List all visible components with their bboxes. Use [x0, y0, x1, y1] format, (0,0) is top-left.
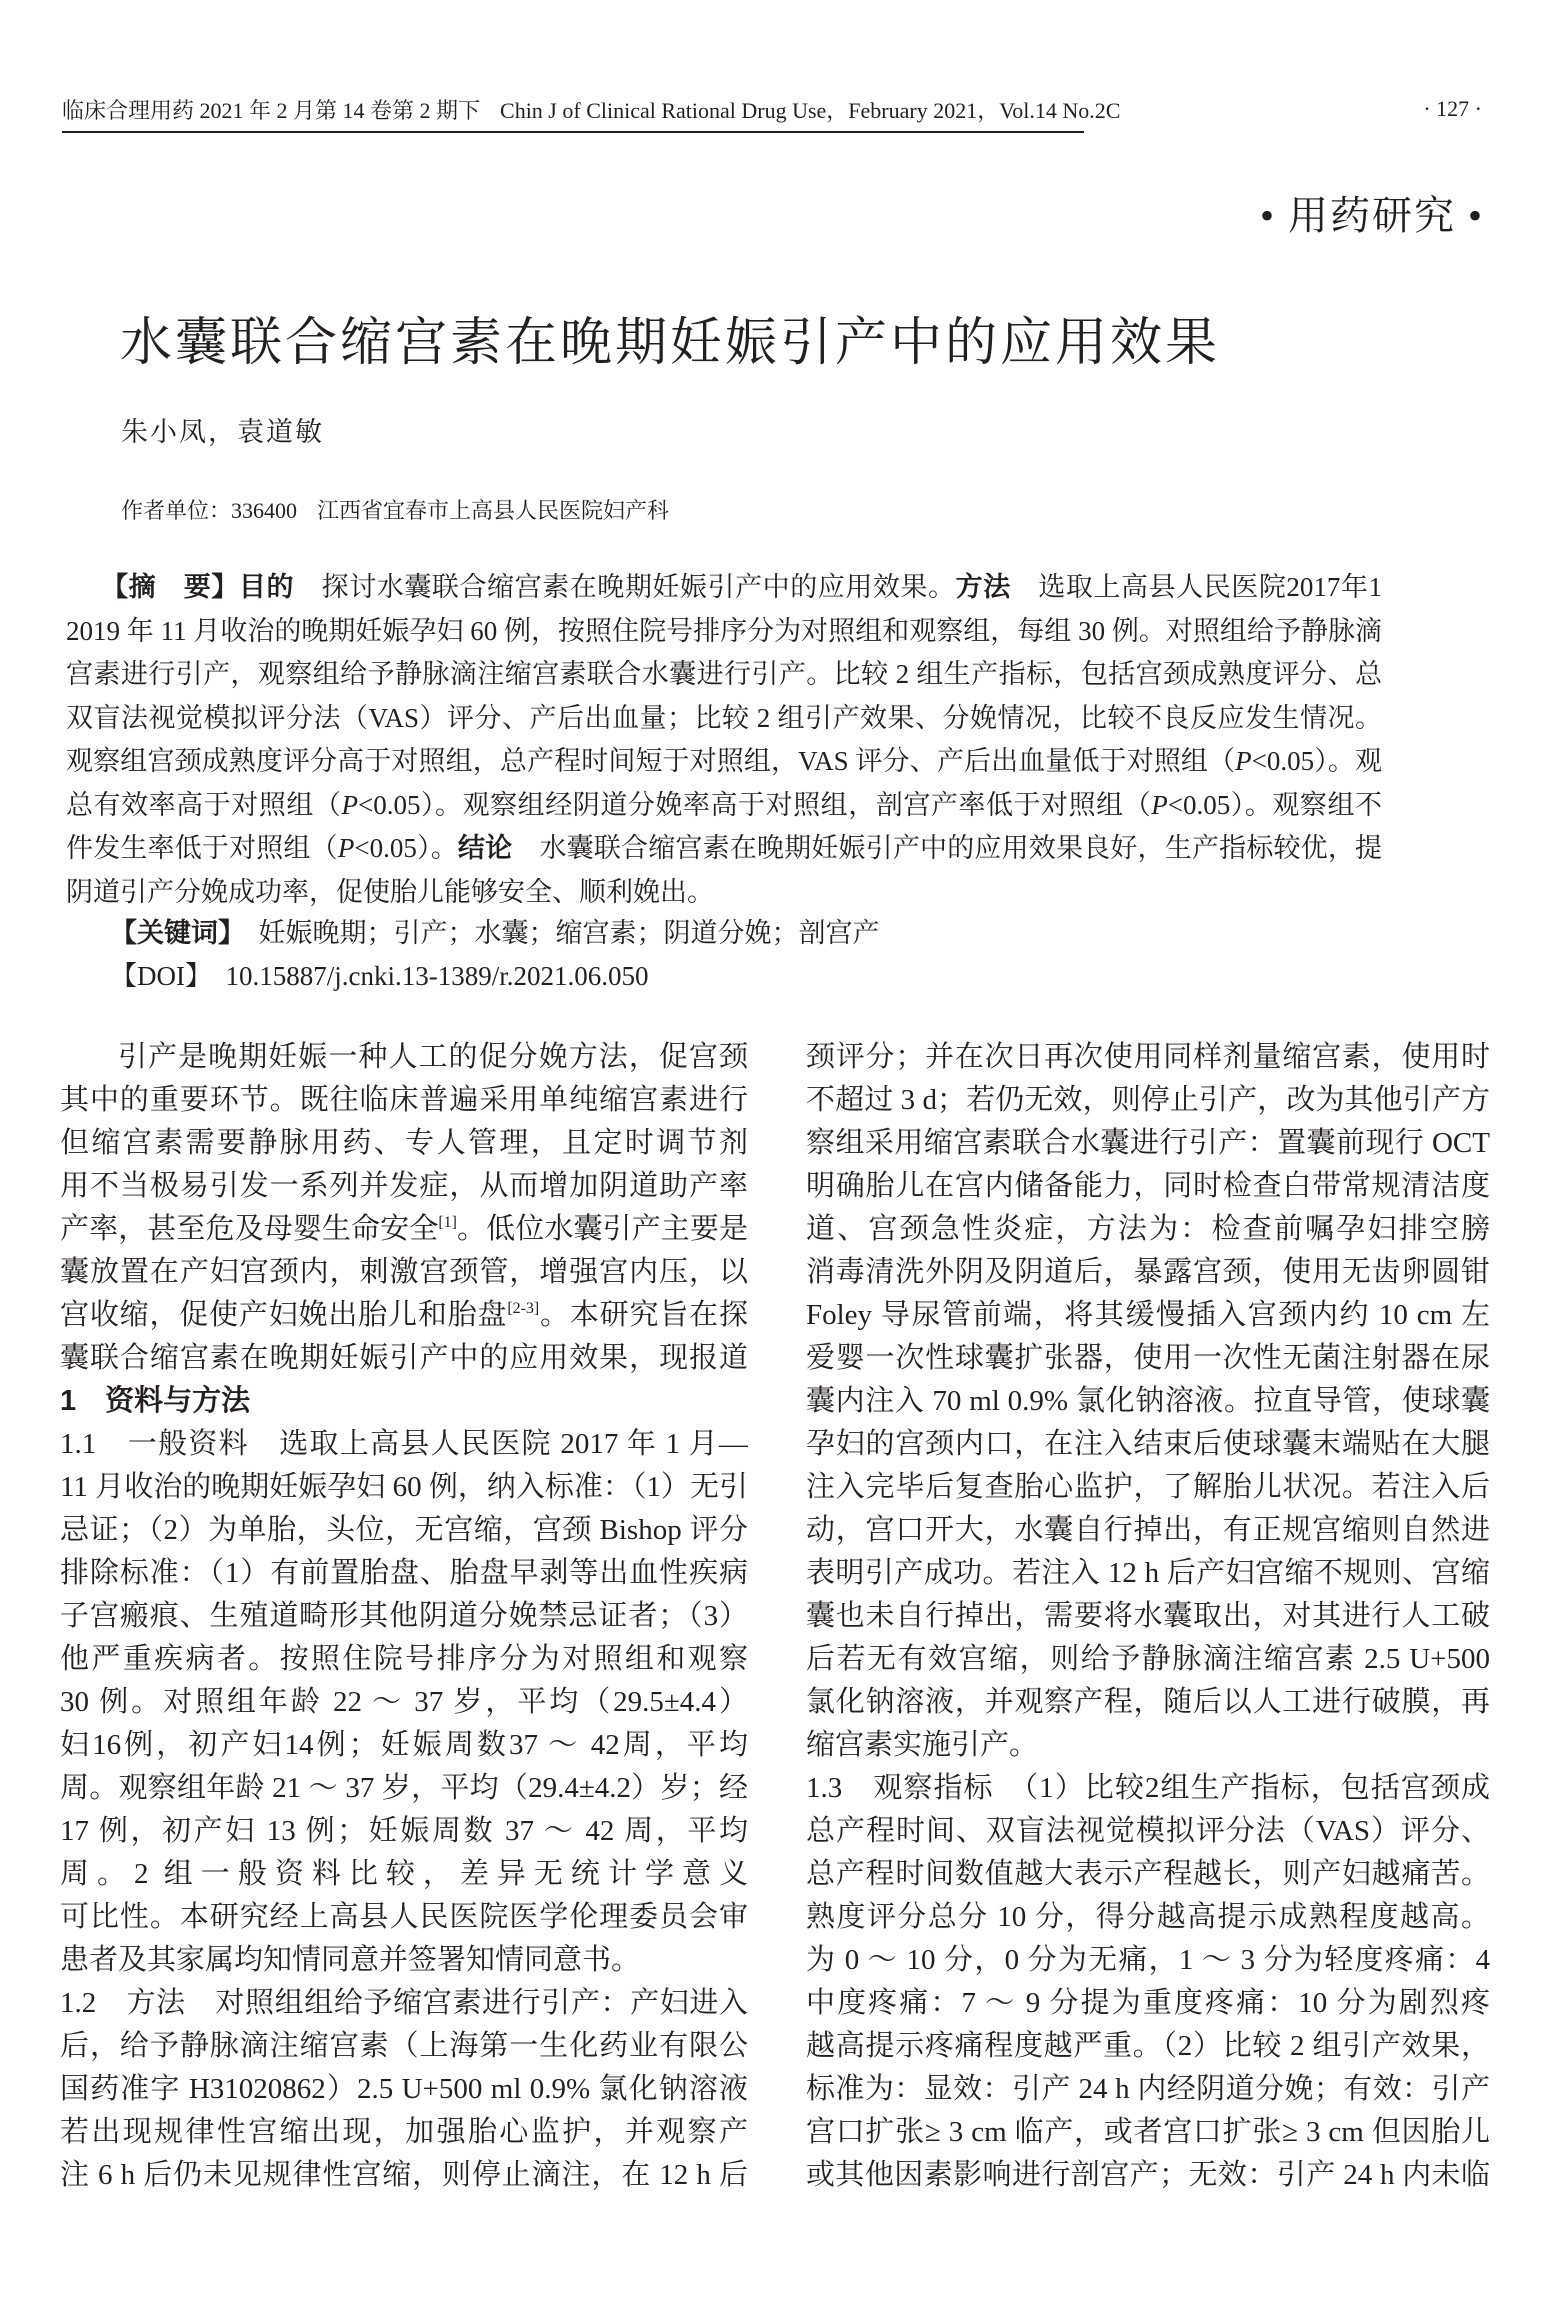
text-segment: 察组采用缩宫素联合水囊进行引产：置囊前现行 OCT	[806, 1127, 1490, 1159]
text-segment: 囊内注入 70 ml 0.9% 氯化钠溶液。拉直导管，使球囊	[806, 1385, 1490, 1417]
text-segment: 后若无有效宫缩，则给予静脉滴注缩宫素 2.5 U+500	[806, 1643, 1490, 1675]
journal-title-en: Chin J of Clinical Rational Drug Use，February 2021，Vol.14 No.2C	[500, 98, 1121, 123]
text-segment: 中度疼痛：7 ～ 9 分提为重度疼痛：10 分为剧烈疼	[806, 1987, 1490, 2019]
text-segment: 件发生率低于对照组（	[66, 833, 338, 863]
text-segment: <0.05）。	[354, 833, 458, 863]
doi	[110, 955, 648, 998]
text-segment: 可比性。本研究经上高县人民医院医学伦理委员会审	[60, 1901, 748, 1933]
text-segment: 他严重疾病者。按照住院号排序分为对照组和观察	[60, 1643, 748, 1675]
body-column-right	[806, 1036, 1490, 2197]
text-segment: 。本研究旨在探	[539, 1299, 748, 1331]
bold-label: 结论	[457, 833, 513, 863]
doi-label: 【DOI】	[110, 961, 199, 991]
italic-segment: P	[337, 833, 355, 863]
text-line	[806, 1122, 1490, 1165]
text-line	[60, 1982, 748, 2025]
abstract	[66, 566, 1382, 914]
text-segment: 后，给予静脉滴注缩宫素（上海第一生化药业有限公	[60, 2030, 748, 2062]
text-segment: 双盲法视觉模拟评分法（VAS）评分、产后出血量；比较 2 组引产效果、分娩情况，比较不良反应发生情况。	[66, 702, 1382, 733]
text-segment: 忌证；（2）为单胎，头位，无宫缩，宫颈 Bishop 评分	[60, 1514, 748, 1546]
text-line	[806, 1681, 1490, 1724]
text-line	[60, 2068, 748, 2111]
text-line	[806, 1595, 1490, 1638]
bold-label: 目的	[238, 572, 295, 602]
text-line	[60, 1337, 748, 1380]
text-line	[806, 1939, 1490, 1982]
text-segment: 周。观察组年龄 21 ～ 37 岁，平均（29.4±4.2）岁；经	[60, 1772, 748, 1804]
text-segment: 选取上高县人民医院2017年1	[1038, 572, 1382, 602]
text-line	[60, 1208, 748, 1251]
text-line	[60, 1165, 748, 1208]
text-line	[60, 1595, 748, 1638]
article-title: 水囊联合缩宫素在晚期妊娠引产中的应用效果	[120, 315, 1221, 372]
text-line	[60, 1079, 748, 1122]
text-line	[806, 2111, 1490, 2154]
text-segment: Foley 导尿管前端，将其缓慢插入宫颈内约 10 cm 左	[806, 1299, 1490, 1331]
text-segment: 越高提示疼痛程度越严重。（2）比较 2 组引产效果，	[806, 2030, 1490, 2062]
text-line	[60, 1122, 748, 1165]
text-segment: 用不当极易引发一系列并发症，从而增加阴道助产率	[60, 1170, 748, 1202]
text-line	[60, 1294, 748, 1337]
text-line	[60, 1552, 748, 1595]
text-segment: <0.05）。观	[1251, 746, 1382, 776]
text-line	[60, 1767, 748, 1810]
text-segment: 国药准字 H31020862）2.5 U+500 ml 0.9% 氯化钠溶液	[60, 2073, 748, 2105]
text-segment: 注 6 h 后仍未见规律性宫缩，则停止滴注，在 12 h 后	[60, 2159, 748, 2191]
text-line	[60, 1853, 748, 1896]
doi-text: 10.15887/j.cnki.13-1389/r.2021.06.050	[225, 961, 649, 991]
text-line	[60, 1466, 748, 1509]
text-segment: 宫收缩，促使产妇娩出胎儿和胎盘	[60, 1299, 508, 1331]
text-segment: 17 例，初产妇 13 例；妊娠周数 37 ～ 42 周，平均	[60, 1815, 748, 1847]
section-label: • 用药研究 •	[1259, 193, 1484, 238]
text-segment: 患者及其家属均知情同意并签署知情同意书。	[60, 1944, 641, 1976]
running-header	[62, 94, 1121, 133]
text-line	[806, 1294, 1490, 1337]
text-line	[60, 1939, 748, 1982]
text-segment: 颈评分；并在次日再次使用同样剂量缩宫素，使用时	[806, 1041, 1490, 1073]
text-line	[806, 1767, 1490, 1810]
text-segment: 30 例。对照组年龄 22 ～ 37 岁，平均（29.5±4.4）	[60, 1686, 748, 1718]
text-line	[60, 1724, 748, 1767]
text-segment: 氯化钠溶液，并观察产程，随后以人工进行破膜，再	[806, 1686, 1490, 1718]
text-segment: 1.1 一般资料 选取上高县人民医院 2017 年 1 月—	[60, 1428, 748, 1460]
abstract-line	[66, 653, 1382, 697]
text-line	[60, 1681, 748, 1724]
text-segment: 总产程时间数值越大表示产程越长，则产妇越痛苦。	[806, 1858, 1490, 1890]
text-line	[60, 1810, 748, 1853]
text-segment: 子宫瘢痕、生殖道畸形其他阴道分娩禁忌证者；（3）	[60, 1600, 748, 1632]
text-segment: 囊放置在产妇宫颈内，刺激宫颈管，增强宫内压，以	[60, 1256, 748, 1288]
text-segment: <0.05）。观察组不	[1167, 789, 1382, 820]
text-segment: 为 0 ～ 10 分，0 分为无痛，1 ～ 3 分为轻度疼痛：4	[806, 1944, 1490, 1976]
text-segment: 囊联合缩宫素在晚期妊娠引产中的应用效果，现报道	[60, 1342, 748, 1374]
text-line	[60, 1638, 748, 1681]
text-segment: 排除标准：（1）有前置胎盘、胎盘早剥等出血性疾病	[60, 1557, 748, 1589]
journal-title-cn: 临床合理用药 2021 年 2 月第 14 卷第 2 期下	[62, 98, 481, 123]
text-segment: 孕妇的宫颈内口，在注入结束后使球囊末端贴在大腿	[806, 1428, 1490, 1460]
authors: 朱小凤，袁道敏	[121, 417, 324, 447]
page-number: · 127 ·	[1423, 96, 1482, 121]
text-line	[806, 1509, 1490, 1552]
text-segment: 若出现规律性宫缩出现，加强胎心监护，并观察产	[60, 2116, 748, 2148]
text-segment: 。低位水囊引产主要是	[456, 1213, 748, 1245]
text-segment: <0.05）。观察组经阴道分娩率高于对照组，剖宫产率低于对照组（	[357, 789, 1152, 820]
text-segment: 1.2 方法 对照组组给予缩宫素进行引产：产妇进入	[60, 1987, 748, 2019]
text-line	[806, 1896, 1490, 1939]
keywords	[110, 912, 880, 955]
text-segment: 不超过 3 d；若仍无效，则停止引产，改为其他引产方	[806, 1084, 1490, 1116]
text-segment: 明确胎儿在宫内储备能力，同时检查白带常规清洁度	[806, 1170, 1490, 1202]
text-segment: 或其他因素影响进行剖宫产；无效：引产 24 h 内未临	[806, 2159, 1490, 2191]
text-line	[806, 1466, 1490, 1509]
text-line	[806, 2154, 1490, 2197]
text-line	[60, 1036, 748, 1079]
abstract-line	[66, 566, 1382, 610]
affiliation-text: 江西省宜春市上高县人民医院妇产科	[317, 498, 670, 523]
text-segment: 探讨水囊联合缩宫素在晚期妊娠引产中的应用效果。	[294, 572, 956, 602]
bold-label: 【摘 要】	[101, 572, 239, 602]
text-line	[806, 1251, 1490, 1294]
italic-segment: P	[1235, 746, 1252, 776]
text-line	[60, 2025, 748, 2068]
text-line	[806, 2068, 1490, 2111]
text-segment: 道、宫颈急性炎症，方法为：检查前嘱孕妇排空膀	[806, 1213, 1490, 1245]
text-line	[806, 1853, 1490, 1896]
text-segment: 缩宫素实施引产。	[806, 1729, 1039, 1761]
abstract-line	[66, 740, 1382, 784]
text-line	[806, 1380, 1490, 1423]
text-segment: 2019 年 11 月收治的晚期妊娠孕妇 60 例，按照住院号排序分为对照组和观察组，每组 30 例。对照组给予静脉滴	[66, 615, 1382, 646]
abstract-line	[66, 610, 1382, 654]
text-line	[806, 1036, 1490, 1079]
text-segment: 消毒清洗外阴及阴道后，暴露宫颈，使用无齿卵圆钳	[806, 1256, 1490, 1288]
abstract-line	[66, 697, 1382, 741]
text-segment: 其中的重要环节。既往临床普遍采用单纯缩宫素进行	[60, 1084, 748, 1116]
text-segment: 水囊联合缩宫素在晚期妊娠引产中的应用效果良好，生产指标较优，提	[539, 833, 1382, 863]
text-segment: 标准为：显效：引产 24 h 内经阴道分娩；有效：引产	[806, 2073, 1490, 2105]
text-segment: 爱婴一次性球囊扩张器，使用一次性无菌注射器在尿	[806, 1342, 1490, 1374]
italic-segment: P	[1151, 789, 1168, 820]
bold-label: 方法	[955, 572, 1011, 602]
text-segment: 1 资料与方法	[60, 1385, 251, 1417]
text-segment: 但缩宫素需要静脉用药、专人管理，且定时调节剂	[60, 1127, 748, 1159]
text-line	[806, 1208, 1490, 1251]
text-segment: 总有效率高于对照组（	[66, 789, 342, 820]
keywords-label: 【关键词】	[110, 918, 232, 948]
text-segment: 注入完毕后复查胎心监护，了解胎儿状况。若注入后	[806, 1471, 1490, 1503]
text-segment: 周。2 组一般资料比较，差异无统计学意义	[60, 1858, 748, 1890]
affiliation	[121, 494, 669, 525]
text-line	[806, 1337, 1490, 1380]
italic-segment: P	[341, 789, 358, 820]
text-line	[806, 1982, 1490, 2025]
text-line	[806, 1165, 1490, 1208]
text-segment: 引产是晚期妊娠一种人工的促分娩方法，促宫颈	[118, 1041, 748, 1073]
citation-ref: [1]	[438, 1213, 457, 1231]
text-segment: 宫口扩张≥ 3 cm 临产，或者宫口扩张≥ 3 cm 但因胎儿	[806, 2116, 1490, 2148]
text-line	[806, 1810, 1490, 1853]
section-heading	[60, 1380, 748, 1423]
keywords-text: 妊娠晚期；引产；水囊；缩宫素；阴道分娩；剖宫产	[258, 918, 880, 948]
text-line	[60, 2154, 748, 2197]
text-line	[60, 2111, 748, 2154]
text-segment: 表明引产成功。若注入 12 h 后产妇宫缩不规则、宫缩	[806, 1557, 1490, 1589]
text-segment: 阴道引产分娩成功率，促使胎儿能够安全、顺利娩出。	[66, 876, 714, 907]
text-segment: 1.3 观察指标 （1）比较2组生产指标，包括宫颈成	[806, 1772, 1490, 1804]
text-segment: 总产程时间、双盲法视觉模拟评分法（VAS）评分、	[806, 1815, 1490, 1847]
body-column-left	[60, 1036, 748, 2197]
text-segment: 囊也未自行掉出，需要将水囊取出，对其进行人工破	[806, 1600, 1490, 1632]
text-segment: 观察组宫颈成熟度评分高于对照组，总产程时间短于对照组，VAS 评分、产后出血量低于对照组（	[66, 746, 1236, 776]
affiliation-label: 作者单位：336400	[121, 498, 298, 523]
text-line	[806, 2025, 1490, 2068]
text-line	[806, 1724, 1490, 1767]
text-line	[60, 1509, 748, 1552]
text-segment: 熟度评分总分 10 分，得分越高提示成熟程度越高。	[806, 1901, 1490, 1933]
text-segment: 产率，甚至危及母婴生命安全	[60, 1213, 439, 1245]
text-segment: 宫素进行引产，观察组给予静脉滴注缩宫素联合水囊进行引产。比较 2 组生产指标，包括宫颈成熟度评分、总	[66, 659, 1382, 689]
text-segment: 动，宫口开大，水囊自行掉出，有正规宫缩则自然进	[806, 1514, 1490, 1546]
text-line	[806, 1423, 1490, 1466]
text-segment: 11 月收治的晚期妊娠孕妇 60 例，纳入标准：（1）无引	[60, 1471, 748, 1503]
text-line	[806, 1079, 1490, 1122]
text-line	[60, 1251, 748, 1294]
citation-ref: [2-3]	[507, 1299, 540, 1317]
abstract-line	[66, 827, 1382, 871]
text-segment: 妇16例，初产妇14例；妊娠周数37 ～ 42周，平均	[60, 1729, 748, 1761]
text-line	[806, 1552, 1490, 1595]
abstract-line	[66, 871, 1382, 915]
text-line	[806, 1638, 1490, 1681]
text-line	[60, 1896, 748, 1939]
abstract-line	[66, 784, 1382, 828]
text-line	[60, 1423, 748, 1466]
